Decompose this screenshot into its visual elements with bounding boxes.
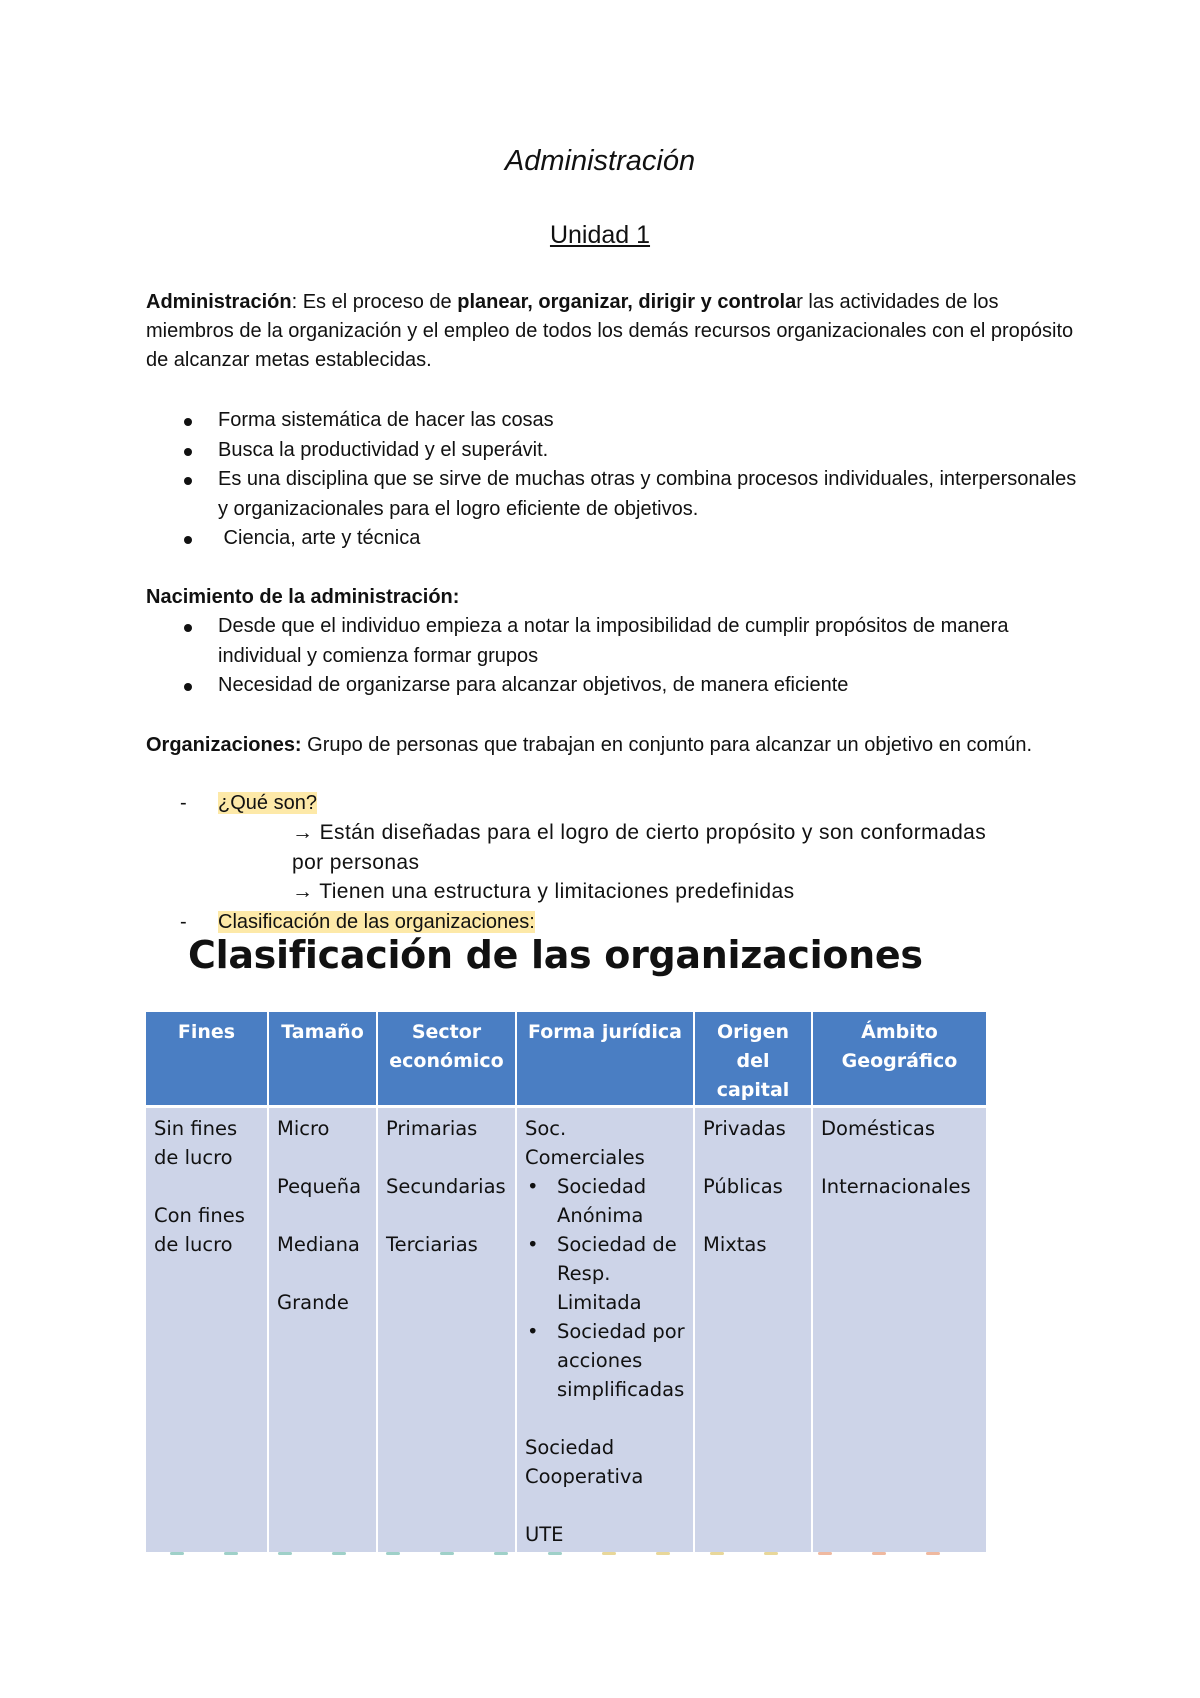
list-item: Ciencia, arte y técnica — [180, 524, 1080, 554]
cell-value: Con fines de lucro — [154, 1204, 245, 1256]
arrow-point: → Están diseñadas para el logro de cierto propósito y son conformadas por personas — [292, 821, 987, 874]
cell-value: Soc. Comerciales — [525, 1117, 645, 1169]
unit-heading: Unidad 1 — [549, 221, 651, 249]
highlighted-question: Clasificación de las organizaciones: — [218, 911, 535, 933]
organizaciones-text: Grupo de personas que trabajan en conjunto para alcanzar un objetivo en común. — [301, 734, 1033, 756]
cell-value: Domésticas — [821, 1117, 935, 1140]
definition-paragraph — [146, 288, 1086, 375]
column-header-sector: Sector económico — [377, 1012, 516, 1107]
cell-ambito — [812, 1107, 986, 1553]
definition-lead: : Es el proceso de — [291, 291, 458, 313]
cell-sector — [377, 1107, 516, 1553]
cell-value: Mediana — [277, 1233, 360, 1256]
highlighted-question: ¿Qué son? — [218, 792, 317, 814]
list-item: Desde que el individuo empieza a notar la imposibilidad de cumplir propósitos de manera individual y comienza formar grupos — [180, 612, 1080, 671]
cell-value: Micro — [277, 1117, 330, 1140]
cell-value: Mixtas — [703, 1233, 767, 1256]
table-row — [146, 1107, 986, 1553]
cell-value: Secundarias — [386, 1175, 506, 1198]
definition-term: Administración — [146, 291, 292, 313]
cell-value: Privadas — [703, 1117, 786, 1140]
dash-marker: - — [180, 792, 187, 814]
column-header-fines: Fines — [146, 1012, 268, 1107]
organizaciones-term: Organizaciones: — [146, 734, 302, 756]
cell-subitem: • Sociedad Anónima — [525, 1172, 687, 1230]
column-header-tamano: Tamaño — [268, 1012, 377, 1107]
document-title: Administración — [504, 145, 696, 177]
cell-value: Terciarias — [386, 1233, 478, 1256]
nacimiento-heading: Nacimiento de la administración: — [146, 586, 460, 608]
cell-value: Pequeña — [277, 1175, 362, 1198]
column-header-ambito: Ámbito Geográfico — [812, 1012, 986, 1107]
characteristics-list — [180, 406, 1080, 554]
list-item: Forma sistemática de hacer las cosas — [180, 406, 1080, 436]
cell-value: Primarias — [386, 1117, 478, 1140]
definition-rest: r las actividades de los miembros de la organización y el empleo de todos los demás recursos organizacionales con el propósito de alcanzar metas establecidas. — [146, 291, 1074, 371]
classification-image-title: Clasificación de las organizaciones — [188, 933, 923, 977]
list-item: Necesidad de organizarse para alcanzar objetivos, de manera eficiente — [180, 671, 1080, 701]
organizaciones-paragraph — [146, 731, 1086, 760]
nacimiento-list — [180, 612, 1080, 701]
dash-marker: - — [180, 911, 187, 933]
cell-tamano — [268, 1107, 377, 1553]
list-item: Busca la productividad y el superávit. — [180, 436, 1080, 466]
arrow-point: → Tienen una estructura y limitaciones predefinidas — [292, 880, 795, 903]
dash-item-que-son — [180, 789, 317, 818]
list-item: Es una disciplina que se sirve de muchas otras y combina procesos individuales, interpersonales y organizacionales para el logro eficiente de objetivos. — [180, 465, 1080, 524]
cell-forma — [516, 1107, 694, 1553]
definition-keywords: planear, organizar, dirigir y controla — [457, 291, 797, 313]
decorative-dot-strip — [160, 1552, 960, 1556]
classification-table — [146, 1012, 986, 1552]
cell-fines — [146, 1107, 268, 1553]
column-header-forma: Forma jurídica — [516, 1012, 694, 1107]
column-header-origen: Origen del capital — [694, 1012, 812, 1107]
cell-origen — [694, 1107, 812, 1553]
cell-value: Grande — [277, 1291, 349, 1314]
cell-value: Públicas — [703, 1175, 783, 1198]
cell-value: Sin fines de lucro — [154, 1117, 238, 1169]
cell-subitem: • Sociedad por acciones simplificadas — [525, 1317, 687, 1404]
cell-value: Internacionales — [821, 1175, 971, 1198]
cell-value: UTE — [525, 1523, 564, 1546]
cell-value: Sociedad Cooperativa — [525, 1436, 644, 1488]
table-header-row — [146, 1012, 986, 1107]
cell-subitem: • Sociedad de Resp. Limitada — [525, 1230, 687, 1317]
